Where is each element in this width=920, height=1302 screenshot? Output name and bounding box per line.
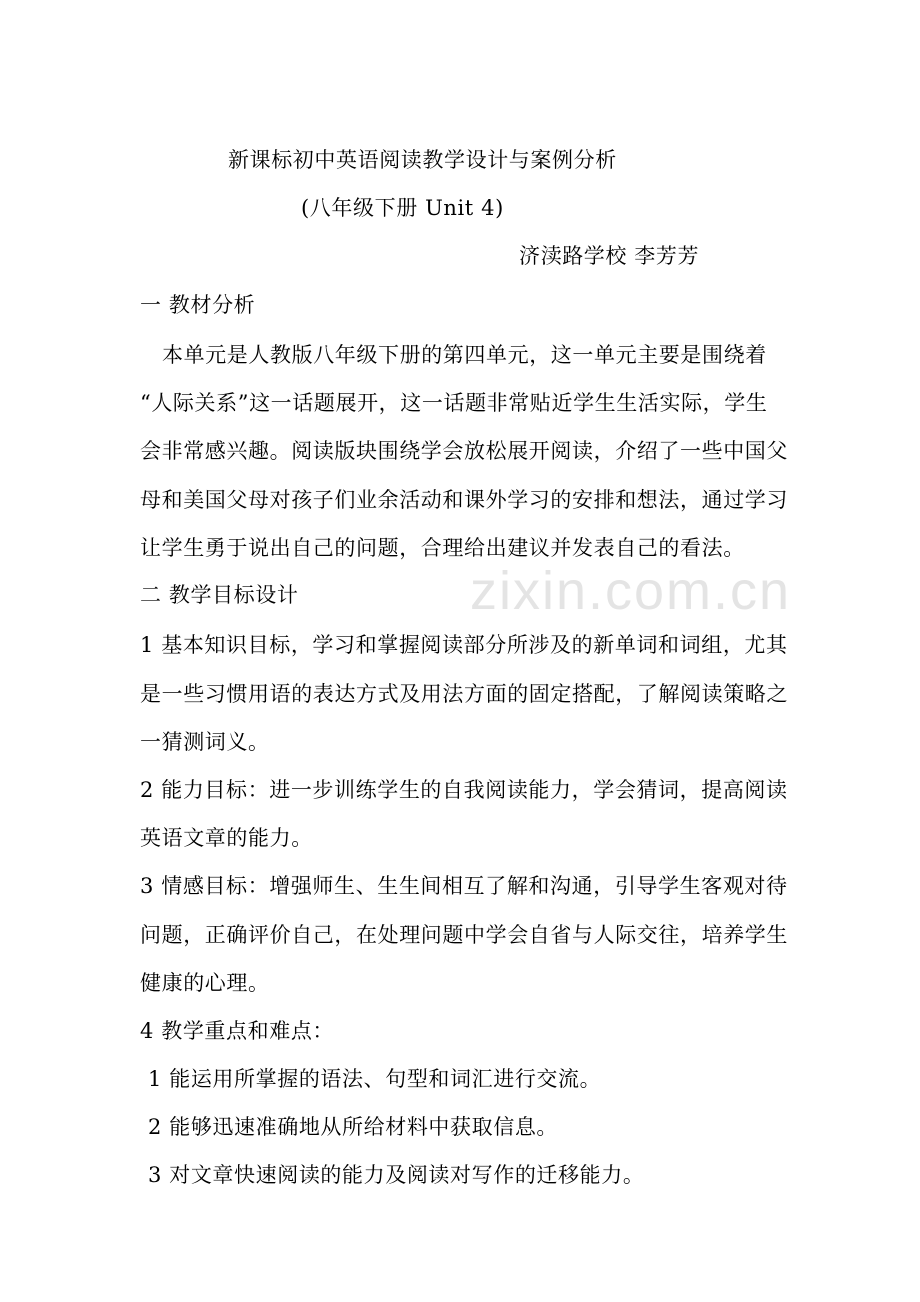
paragraph-line: 1 基本知识目标，学习和掌握阅读部分所涉及的新单词和词组，尤其 [140,633,788,657]
section-heading-teaching-goals: 二 教学目标设计 [140,583,299,607]
paragraph-line: 让学生勇于说出自己的问题，合理给出建议并发表自己的看法。 [140,536,745,560]
document-subtitle: (八年级下册 Unit 4) [301,196,504,220]
paragraph-line: “人际关系”这一话题展开，这一话题非常贴近学生生活实际，学生 [140,391,768,415]
paragraph-line: 2 能力目标：进一步训练学生的自我阅读能力，学会猜词，提高阅读 [140,778,788,802]
paragraph-line: 问题，正确评价自己，在处理问题中学会自省与人际交往，培养学生 [140,923,788,947]
document-author: 济渎路学校 李芳芳 [519,244,700,268]
section-heading-textbook-analysis: 一 教材分析 [140,293,256,317]
list-item: 1 能运用所掌握的语法、句型和词汇进行交流。 [148,1067,602,1091]
paragraph-line: 母和美国父母对孩子们业余活动和课外学习的安排和想法，通过学习 [140,488,788,512]
document-title: 新课标初中英语阅读教学设计与案例分析 [228,148,617,172]
paragraph-line: 3 情感目标：增强师生、生生间相互了解和沟通，引导学生客观对待 [140,874,788,898]
list-item: 3 对文章快速阅读的能力及阅读对写作的迁移能力。 [148,1163,645,1187]
watermark: zixin.com.cn [470,561,792,621]
paragraph-line: 健康的心理。 [140,971,270,995]
paragraph-line: 一猜测词义。 [140,730,270,754]
paragraph-line: 是一些习惯用语的表达方式及用法方面的固定搭配，了解阅读策略之 [140,682,788,706]
paragraph-line: 本单元是人教版八年级下册的第四单元，这一单元主要是围绕着 [162,343,767,367]
list-item: 2 能够迅速准确地从所给材料中获取信息。 [148,1115,559,1139]
paragraph-line: 英语文章的能力。 [140,826,313,850]
section-heading-key-points: 4 教学重点和难点： [140,1019,335,1043]
paragraph-line: 会非常感兴趣。阅读版块围绕学会放松展开阅读，介绍了一些中国父 [140,439,788,463]
